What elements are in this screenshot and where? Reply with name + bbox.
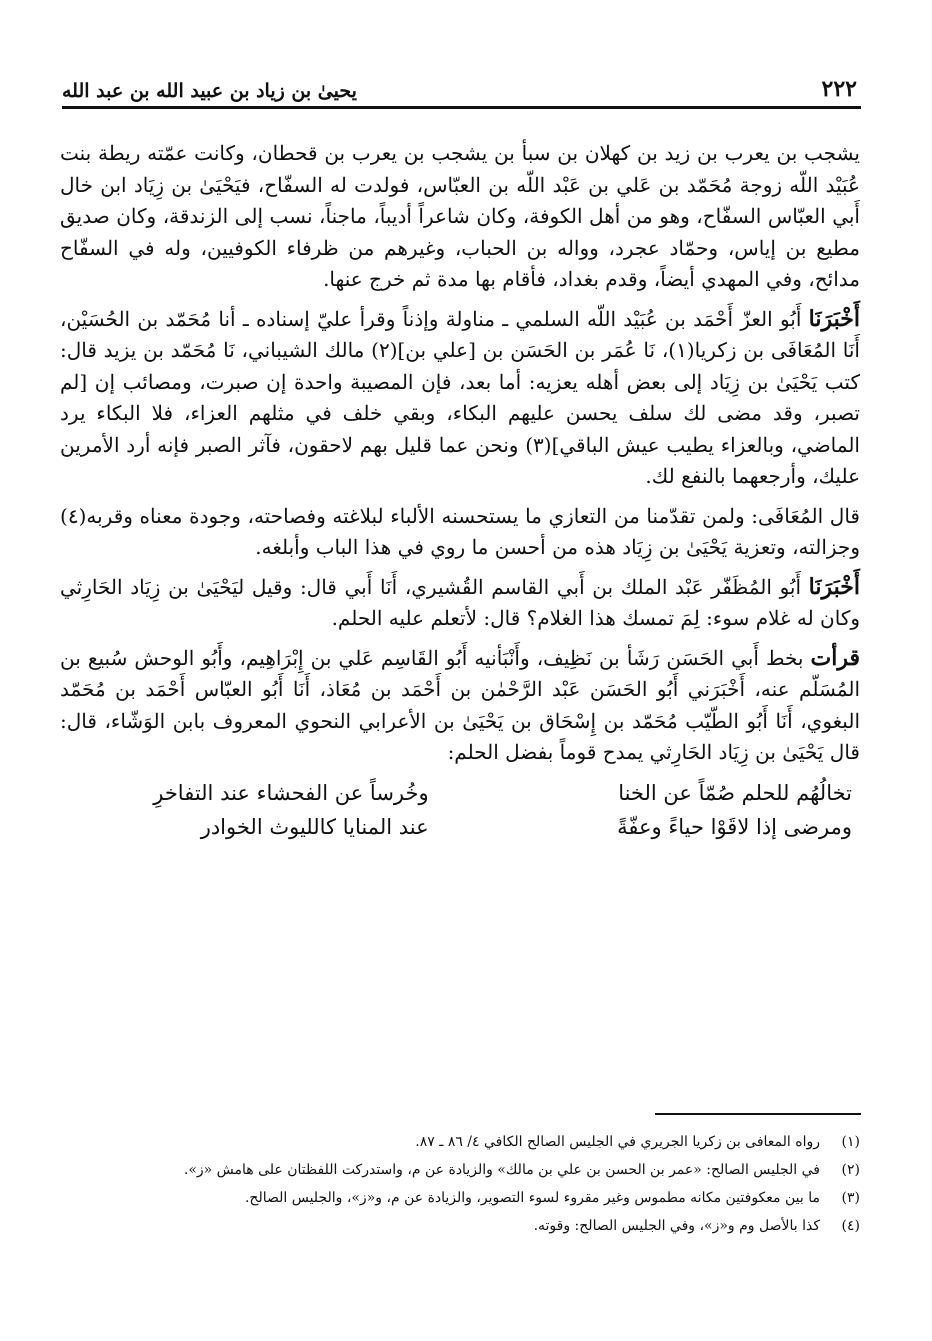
hemistich-second: وخُرساً عن الفحشاء عند التفاخرِ [153,780,429,805]
paragraph-text: بخط أَبي الحَسَن رَشَأ بن نَظِيف، وأَنْبَأنيه أَبُو القَاسِم عَلي بن إِبْرَاهِيم، وأَبُو الوحش سُبيع بن المُسَلّم عنه، أَخْبَرَني أَبُو الحَسَن عَبْد الرَّحْمٰن بن أَحْمَد بن مُعَاذ، أَنَا أَبُو العبّاس أَحْمَد بن مُحَمّد البغوي، أَنَا أَبُو الطّيّب مُحَمّد بن إِسْحَاق بن يَحْيَىٰ بن الأعرابي النحوي المعروف بابن الوَشّاء، قال: قال يَحْيَىٰ بن زِيَاد الحَارِثي يمدح قوماً بفضل الحلم: [60,645,860,764]
footnote-text: كذا بالأصل وم و«ز»، وفي الجليس الصالح: وقوته. [533,1218,820,1234]
paragraph-text: يشجب بن يعرب بن زيد بن كهلان بن سبأ بن يشجب بن يعرب بن قحطان، وكانت عمّته ريطة بنت عُبَيْد اللّه زوجة مُحَمّد بن عَلي بن عَبْد اللّه بن العبّاس، فولدت له السفّاح، فيَحْيَىٰ بن زِيَاد ابن خال أَبي العبّاس السفّاح، وهو من أهل الكوفة، وكان شاعراً أديباً، ماجناً، نسب إلى الزندقة، وكان صديق مطيع بن إياس، وحمّاد عجرد، وواله بن الحباب، وغيرهم من ظرفاء الكوفيين، وله في السفّاح مدائح، وفي المهدي أيضاً، وقدم بغداد، فأقام بها مدة ثم خرج عنها. [60,141,860,291]
paragraph-lead-word: أَخْبَرَنَا [808,573,860,600]
poem [60,777,860,845]
main-text [60,138,860,845]
paragraph-lead-word: قرأت [810,644,860,671]
footnote-divider [655,1113,861,1115]
paragraph [60,643,860,769]
page-number: ٢٢٢ [821,76,857,102]
footnote-number: (٢) [841,1162,860,1178]
footnote [60,1212,860,1240]
paragraph [60,501,860,564]
page-header [62,58,857,102]
hemistich-second: عند المنايا كالليوث الخوادر [200,814,429,839]
footnote [60,1184,860,1212]
footnote [60,1156,860,1184]
footnotes [60,1128,860,1240]
running-title: يحيىٰ بن زياد بن عبيد الله بن عبد الله [62,80,357,102]
header-divider [62,106,861,109]
footnote-number: (٤) [841,1218,860,1234]
paragraph-lead-word: أَخْبَرَنَا [808,305,860,332]
paragraph-text: أَبُو العزّ أَحْمَد بن عُبَيْد اللّه السلمي ـ مناولة وإذناً وقرأ عليّ إسناده ـ أنا مُحَمّد بن الحُسَيْن، أَنَا المُعَافَى بن زكريا(١)، نَا عُمَر بن الحَسَن بن [علي بن](٢) مالك الشيباني، نَا مُحَمّد بن يزيد قال: كتب يَحْيَىٰ بن زِيَاد إلى بعض أهله يعزيه: أما بعد، فإن المصيبة واحدة إن صبرت، ومصائب إن [لم تصبر، وقد مضى لك سلف يحسن عليهم البكاء، وبقي خلف في مثلهم العزاء، فلا البكاء يرد الماضي، وبالعزاء يطيب عيش الباقي](٣) ونحن عما قليل بهم لاحقون، فآثر الصبر فإنه أرد الأمرين عليك، وأرجعهما بالنفع لك. [60,306,860,488]
footnote-number: (٣) [841,1190,860,1206]
hemistich-first: تخالُهُم للحلم صُمّاً عن الخنا [618,780,852,805]
paragraph [60,138,860,296]
paragraph-text: أَبُو المُظَفّر عَبْد الملك بن أَبي القاسم القُشيري، أَنَا أَبي قال: وقيل ليَحْيَىٰ بن زِيَاد الحَارِثي وكان له غلام سوء: لِمَ تمسك هذا الغلام؟ قال: لأتعلم عليه الحلم. [60,574,860,630]
poem-verse [60,777,860,811]
paragraph-text: قال المُعَافَى: ولمن تقدّمنا من التعازي ما يستحسنه الألباء لبلاغته وفصاحته، وجودة معناه وقربه(٤) وجزالته، وتعزية يَحْيَىٰ بن زِيَاد هذه من أحسن ما روي في هذا الباب وأبلغه. [60,503,860,559]
footnote-text: رواه المعافى بن زكريا الجريري في الجليس الصالح الكافي ٤/ ٨٦ ـ ٨٧. [415,1134,820,1150]
footnote [60,1128,860,1156]
paragraph [60,572,860,635]
footnote-text: في الجليس الصالح: «عمر بن الحسن بن علي بن مالك» والزيادة عن م، واستدركت اللفظتان على هامش «ز». [183,1162,820,1178]
poem-verse [60,811,860,845]
footnote-text: ما بين معكوفتين مكانه مطموس وغير مقروء لسوء التصوير، والزيادة عن م، و«ز»، والجليس الصالح. [244,1190,820,1206]
paragraph [60,304,860,493]
footnote-number: (١) [841,1134,860,1150]
hemistich-first: ومرضى إذا لاقَوْا حياءً وعفّةً [617,814,852,839]
